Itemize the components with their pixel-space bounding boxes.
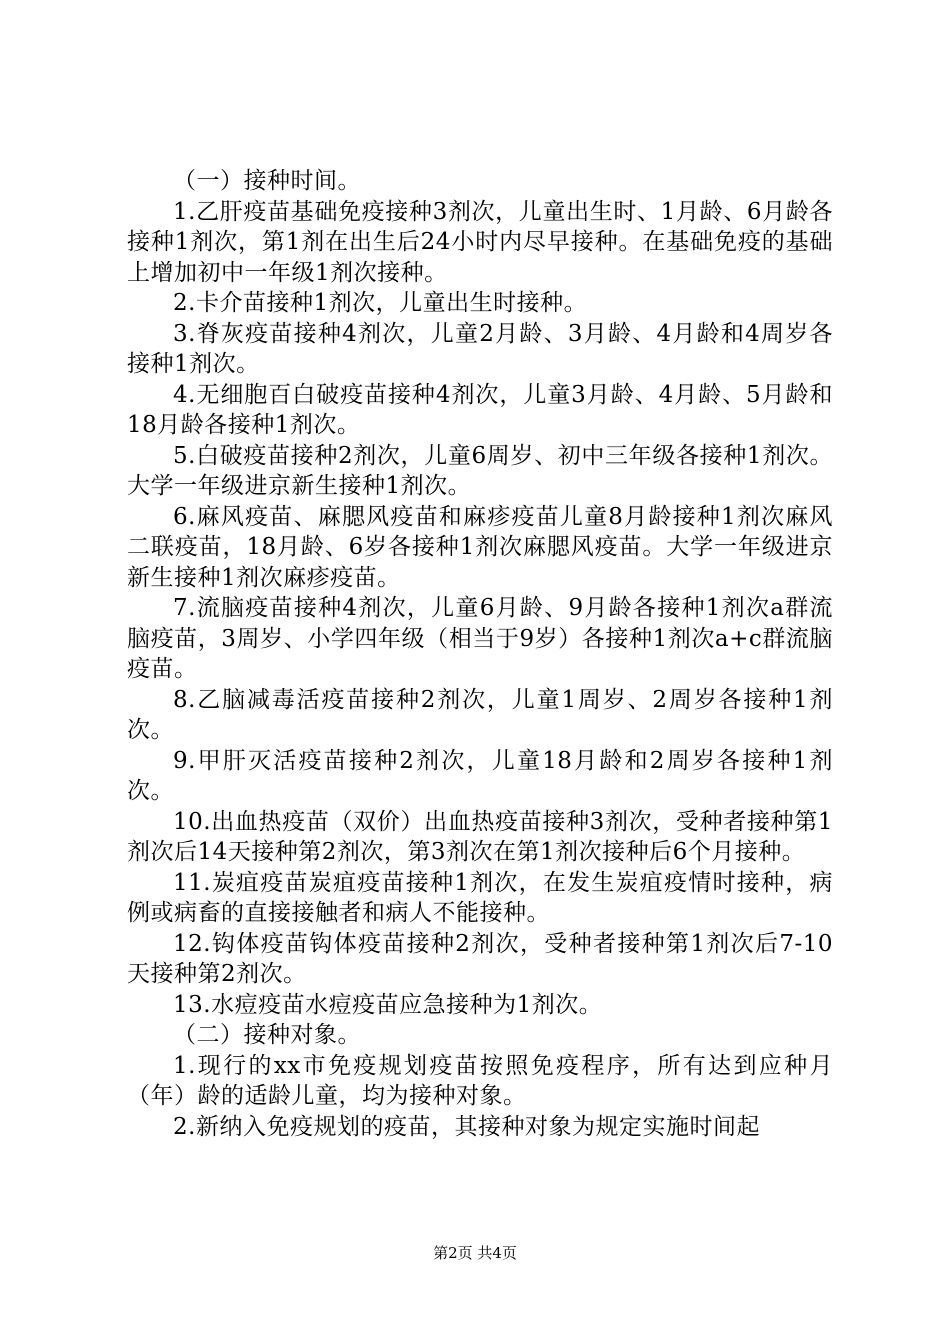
paragraph-dtap: 4.无细胞百白破疫苗接种4剂次，儿童3月龄、4月龄、5月龄和18月龄各接种1剂次。 [127, 381, 833, 438]
section-heading-vaccination-targets: （二）接种对象。 [173, 1022, 361, 1048]
document-body [127, 166, 833, 1142]
paragraph-hemorrhagic-fever: 10.出血热疫苗（双价）出血热疫苗接种3剂次，受种者接种第1剂次后14天接种第2剂次，第3剂次在第1剂次接种后6个月接种。 [127, 808, 833, 865]
paragraph-bcg: 2.卡介苗接种1剂次，儿童出生时接种。 [173, 290, 588, 316]
paragraph-measles: 6.麻风疫苗、麻腮风疫苗和麻疹疫苗儿童8月龄接种1剂次麻风二联疫苗，18月龄、6岁各接种1剂次麻腮风疫苗。大学一年级进京新生接种1剂次麻疹疫苗。 [127, 503, 833, 591]
paragraph-new-vaccines: 2.新纳入免疫规划的疫苗，其接种对象为规定实施时间起 [173, 1113, 760, 1140]
paragraph-dt: 5.白破疫苗接种2剂次，儿童6周岁、初中三年级各接种1剂次。大学一年级进京新生接种1剂次。 [127, 442, 833, 499]
paragraph-japanese-encephalitis: 8.乙脑减毒活疫苗接种2剂次，儿童1周岁、2周岁各接种1剂次。 [127, 686, 833, 743]
paragraph-hepatitis-a: 9.甲肝灭活疫苗接种2剂次，儿童18月龄和2周岁各接种1剂次。 [127, 747, 833, 804]
paragraph-varicella: 13.水痘疫苗水痘疫苗应急接种为1剂次。 [173, 991, 603, 1018]
paragraph-hepatitis-b: 1.乙肝疫苗基础免疫接种3剂次，儿童出生时、1月龄、6月龄各接种1剂次，第1剂在出生后24小时内尽早接种。在基础免疫的基础上增加初中一年级1剂次接种。 [127, 198, 833, 286]
paragraph-anthrax: 11.炭疽疫苗炭疽疫苗接种1剂次，在发生炭疽疫情时接种，病例或病畜的直接接触者和病人不能接种。 [127, 869, 833, 926]
section-heading-vaccination-time: （一）接种时间。 [173, 168, 361, 194]
paragraph-meningococcal: 7.流脑疫苗接种4剂次，儿童6月龄、9月龄各接种1剂次a群流脑疫苗，3周岁、小学四年级（相当于9岁）各接种1剂次a+c群流脑疫苗。 [127, 595, 833, 682]
page-footer: 第2页 共4页 [433, 1244, 517, 1262]
paragraph-leptospira: 12.钩体疫苗钩体疫苗接种2剂次，受种者接种第1剂次后7-10天接种第2剂次。 [127, 930, 834, 987]
paragraph-current-program: 1.现行的xx市免疫规划疫苗按照免疫程序，所有达到应种月（年）龄的适龄儿童，均为接种对象。 [127, 1052, 833, 1109]
paragraph-polio: 3.脊灰疫苗接种4剂次，儿童2月龄、3月龄、4月龄和4周岁各接种1剂次。 [127, 320, 833, 377]
